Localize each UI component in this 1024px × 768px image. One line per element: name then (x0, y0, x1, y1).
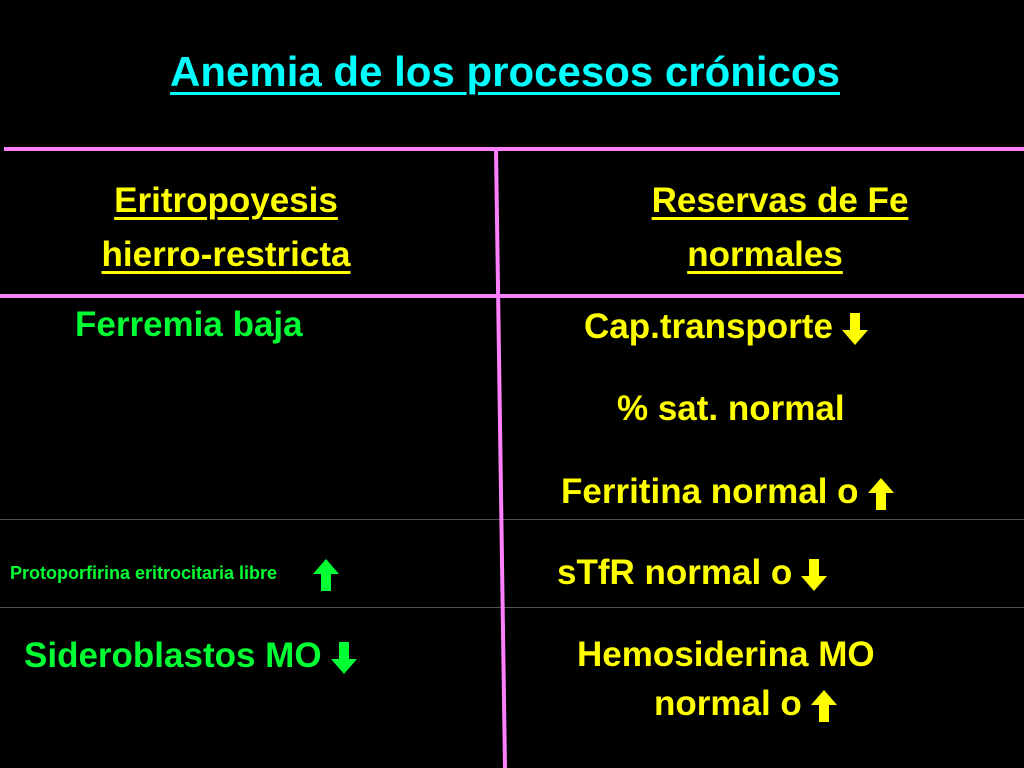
arrow-down-icon (841, 312, 869, 346)
ferritina-text: Ferritina normal o (561, 472, 859, 511)
protoporfirina-row (10, 558, 340, 592)
ferritina-row (561, 472, 895, 512)
stfr-text: sTfR normal o (557, 553, 793, 592)
ferremia-text: Ferremia baja (75, 305, 303, 344)
arrow-down-icon (800, 558, 828, 592)
right-header (545, 172, 1015, 283)
arrow-up-icon (312, 558, 340, 592)
cap-transporte-text: Cap.transporte (584, 307, 833, 346)
right-header-line2: normales (687, 235, 843, 274)
arrow-up-icon (867, 477, 895, 511)
arrow-down-icon (330, 641, 358, 675)
sideroblastos-row (24, 636, 358, 676)
sat-text: % sat. normal (617, 389, 845, 428)
left-header-line1: Eritropoyesis (114, 181, 338, 220)
hemosiderina-line2-row (654, 684, 838, 724)
hemosiderina-line2: normal o (654, 684, 802, 723)
hemosiderina-line1: Hemosiderina MO (577, 635, 875, 674)
left-header-line2: hierro-restricta (101, 235, 351, 274)
protoporfirina-text: Protoporfirina eritrocitaria libre (10, 563, 278, 584)
left-header (0, 172, 452, 283)
arrow-up-icon (810, 689, 838, 723)
cap-transporte-row (584, 307, 869, 347)
right-header-line1: Reservas de Fe (651, 181, 909, 220)
page-title: Anemia de los procesos crónicos (170, 48, 840, 95)
sideroblastos-text: Sideroblastos MO (24, 636, 322, 675)
stfr-row (557, 553, 828, 593)
